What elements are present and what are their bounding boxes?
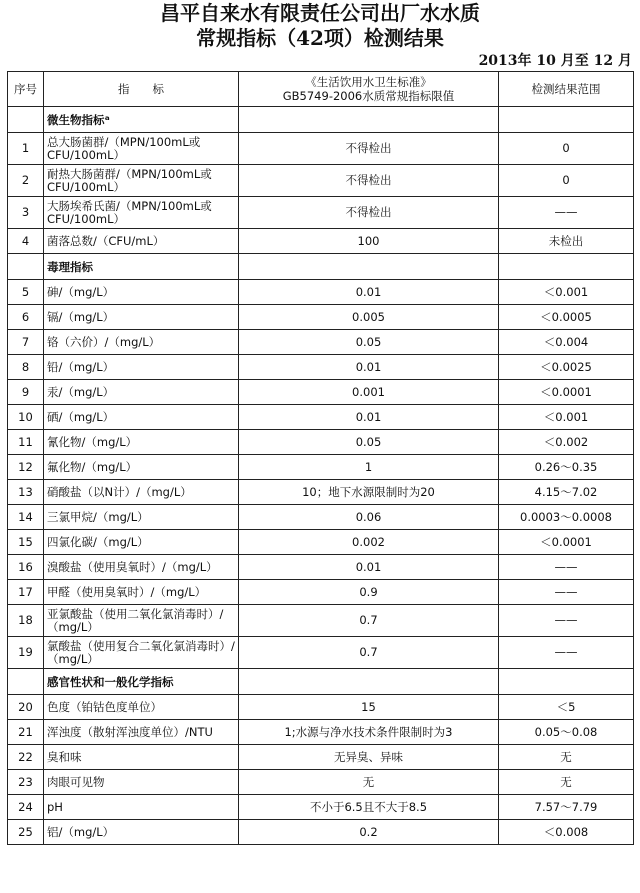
- table-row: [8, 405, 634, 430]
- standard-limit: 不得检出: [239, 197, 499, 229]
- row-number: 6: [8, 305, 44, 330]
- section-row: [8, 669, 634, 695]
- standard-limit: 0.005: [239, 305, 499, 330]
- row-number: 15: [8, 530, 44, 555]
- row-number: 23: [8, 770, 44, 795]
- indicator-name: pH: [44, 795, 239, 820]
- indicator-name: 硝酸盐（以N计）/（mg/L）: [44, 480, 239, 505]
- indicator-name: 汞/（mg/L）: [44, 380, 239, 405]
- test-result: ＜0.002: [499, 430, 634, 455]
- report-period: 2013年 10 月至 12 月: [478, 53, 632, 69]
- standard-limit: 0.05: [239, 330, 499, 355]
- test-result: ——: [499, 637, 634, 669]
- standard-limit: 0.01: [239, 405, 499, 430]
- indicator-name: 氟化物/（mg/L）: [44, 455, 239, 480]
- standard-limit: 0.05: [239, 430, 499, 455]
- col-header-limit: [239, 72, 499, 107]
- indicator-name: 亚氯酸盐（使用二氧化氯消毒时）/（mg/L）: [44, 605, 239, 637]
- section-result-cell: [499, 107, 634, 133]
- section-no-cell: [8, 107, 44, 133]
- row-number: 9: [8, 380, 44, 405]
- standard-limit: 0.7: [239, 637, 499, 669]
- standard-limit: 0.2: [239, 820, 499, 845]
- table-row: [8, 580, 634, 605]
- indicator-name: 镉/（mg/L）: [44, 305, 239, 330]
- col-header-no: 序号: [8, 72, 44, 107]
- indicator-name: 耐热大肠菌群/（MPN/100mL或CFU/100mL）: [44, 165, 239, 197]
- section-limit-cell: [239, 669, 499, 695]
- row-number: 17: [8, 580, 44, 605]
- indicator-name: 氯酸盐（使用复合二氧化氯消毒时）/（mg/L）: [44, 637, 239, 669]
- test-result: ＜5: [499, 695, 634, 720]
- table-row: [8, 555, 634, 580]
- standard-limit: 0.9: [239, 580, 499, 605]
- row-number: 12: [8, 455, 44, 480]
- table-header-row: [8, 72, 634, 107]
- test-result: 0: [499, 165, 634, 197]
- row-number: 13: [8, 480, 44, 505]
- section-row: [8, 254, 634, 280]
- standard-limit: 15: [239, 695, 499, 720]
- test-result: ——: [499, 555, 634, 580]
- table-row: [8, 480, 634, 505]
- row-number: 21: [8, 720, 44, 745]
- standard-limit: 100: [239, 229, 499, 254]
- standard-limit: 1;水源与净水技术条件限制时为3: [239, 720, 499, 745]
- standard-limit: 10；地下水源限制时为20: [239, 480, 499, 505]
- table-row: [8, 133, 634, 165]
- standard-limit: 不得检出: [239, 133, 499, 165]
- test-result: ——: [499, 580, 634, 605]
- section-title: 微生物指标ᵃ: [44, 107, 239, 133]
- indicator-name: 铅/（mg/L）: [44, 355, 239, 380]
- row-number: 19: [8, 637, 44, 669]
- indicator-name: 臭和味: [44, 745, 239, 770]
- standard-limit: 0.002: [239, 530, 499, 555]
- test-result: ＜0.001: [499, 280, 634, 305]
- row-number: 24: [8, 795, 44, 820]
- title-line-2: 常规指标（42项）检测结果: [196, 26, 444, 50]
- standard-limit: 0.01: [239, 355, 499, 380]
- standard-limit: 0.06: [239, 505, 499, 530]
- indicator-name: 色度（铂钴色度单位）: [44, 695, 239, 720]
- standard-limit: 不得检出: [239, 165, 499, 197]
- test-result: ＜0.0001: [499, 380, 634, 405]
- indicator-name: 肉眼可见物: [44, 770, 239, 795]
- row-number: 10: [8, 405, 44, 430]
- standard-limit: 0.01: [239, 555, 499, 580]
- indicator-name: 菌落总数/（CFU/mL）: [44, 229, 239, 254]
- test-result: ＜0.0005: [499, 305, 634, 330]
- row-number: 11: [8, 430, 44, 455]
- col-header-limit-line1: 《生活饮用水卫生标准》: [305, 75, 432, 89]
- table-row: [8, 637, 634, 669]
- water-quality-table: [7, 71, 634, 845]
- test-result: 0.26～0.35: [499, 455, 634, 480]
- standard-limit: 无: [239, 770, 499, 795]
- table-body: [8, 107, 634, 845]
- indicator-name: 铬（六价）/（mg/L）: [44, 330, 239, 355]
- table-row: [8, 795, 634, 820]
- table-row: [8, 820, 634, 845]
- indicator-name: 铝/（mg/L）: [44, 820, 239, 845]
- table-row: [8, 530, 634, 555]
- row-number: 22: [8, 745, 44, 770]
- row-number: 3: [8, 197, 44, 229]
- indicator-name: 总大肠菌群/（MPN/100mL或CFU/100mL）: [44, 133, 239, 165]
- indicator-name: 甲醛（使用臭氧时）/（mg/L）: [44, 580, 239, 605]
- row-number: 16: [8, 555, 44, 580]
- title-line-1: 昌平自来水有限责任公司出厂水水质: [160, 1, 480, 25]
- test-result: 0: [499, 133, 634, 165]
- row-number: 20: [8, 695, 44, 720]
- indicator-name: 氰化物/（mg/L）: [44, 430, 239, 455]
- table-row: [8, 430, 634, 455]
- section-no-cell: [8, 669, 44, 695]
- test-result: 无: [499, 745, 634, 770]
- table-row: [8, 330, 634, 355]
- indicator-name: 大肠埃希氏菌/（MPN/100mL或CFU/100mL）: [44, 197, 239, 229]
- table-row: [8, 455, 634, 480]
- indicator-name: 溴酸盐（使用臭氧时）/（mg/L）: [44, 555, 239, 580]
- row-number: 25: [8, 820, 44, 845]
- standard-limit: 无异臭、异味: [239, 745, 499, 770]
- section-limit-cell: [239, 254, 499, 280]
- table-row: [8, 770, 634, 795]
- standard-limit: 1: [239, 455, 499, 480]
- test-result: ＜0.008: [499, 820, 634, 845]
- row-number: 8: [8, 355, 44, 380]
- table-row: [8, 197, 634, 229]
- test-result: ——: [499, 605, 634, 637]
- table-row: [8, 605, 634, 637]
- section-title: 感官性状和一般化学指标: [44, 669, 239, 695]
- standard-limit: 0.001: [239, 380, 499, 405]
- test-result: ＜0.0001: [499, 530, 634, 555]
- section-title: 毒理指标: [44, 254, 239, 280]
- table-row: [8, 720, 634, 745]
- row-number: 14: [8, 505, 44, 530]
- test-result: 0.0003～0.0008: [499, 505, 634, 530]
- test-result: 未检出: [499, 229, 634, 254]
- col-header-result: 检测结果范围: [499, 72, 634, 107]
- row-number: 4: [8, 229, 44, 254]
- test-result: ＜0.0025: [499, 355, 634, 380]
- col-header-indicator: 指 标: [44, 72, 239, 107]
- table-row: [8, 229, 634, 254]
- test-result: 7.57～7.79: [499, 795, 634, 820]
- table-row: [8, 380, 634, 405]
- standard-limit: 0.7: [239, 605, 499, 637]
- test-result: ＜0.001: [499, 405, 634, 430]
- indicator-name: 三氯甲烷/（mg/L）: [44, 505, 239, 530]
- table-row: [8, 280, 634, 305]
- table-row: [8, 745, 634, 770]
- test-result: 0.05～0.08: [499, 720, 634, 745]
- col-header-limit-line2: GB5749-2006水质常规指标限值: [282, 89, 455, 103]
- row-number: 5: [8, 280, 44, 305]
- test-result: ＜0.004: [499, 330, 634, 355]
- section-result-cell: [499, 669, 634, 695]
- indicator-name: 浑浊度（散射浑浊度单位）/NTU: [44, 720, 239, 745]
- indicator-name: 砷/（mg/L）: [44, 280, 239, 305]
- standard-limit: 0.01: [239, 280, 499, 305]
- row-number: 18: [8, 605, 44, 637]
- indicator-name: 四氯化碳/（mg/L）: [44, 530, 239, 555]
- test-result: ——: [499, 197, 634, 229]
- table-row: [8, 165, 634, 197]
- row-number: 1: [8, 133, 44, 165]
- section-row: [8, 107, 634, 133]
- table-row: [8, 305, 634, 330]
- test-result: 无: [499, 770, 634, 795]
- table-row: [8, 505, 634, 530]
- section-result-cell: [499, 254, 634, 280]
- test-result: 4.15～7.02: [499, 480, 634, 505]
- standard-limit: 不小于6.5且不大于8.5: [239, 795, 499, 820]
- table-row: [8, 695, 634, 720]
- row-number: 7: [8, 330, 44, 355]
- table-row: [8, 355, 634, 380]
- document-header: [0, 0, 640, 71]
- section-limit-cell: [239, 107, 499, 133]
- row-number: 2: [8, 165, 44, 197]
- indicator-name: 硒/（mg/L）: [44, 405, 239, 430]
- section-no-cell: [8, 254, 44, 280]
